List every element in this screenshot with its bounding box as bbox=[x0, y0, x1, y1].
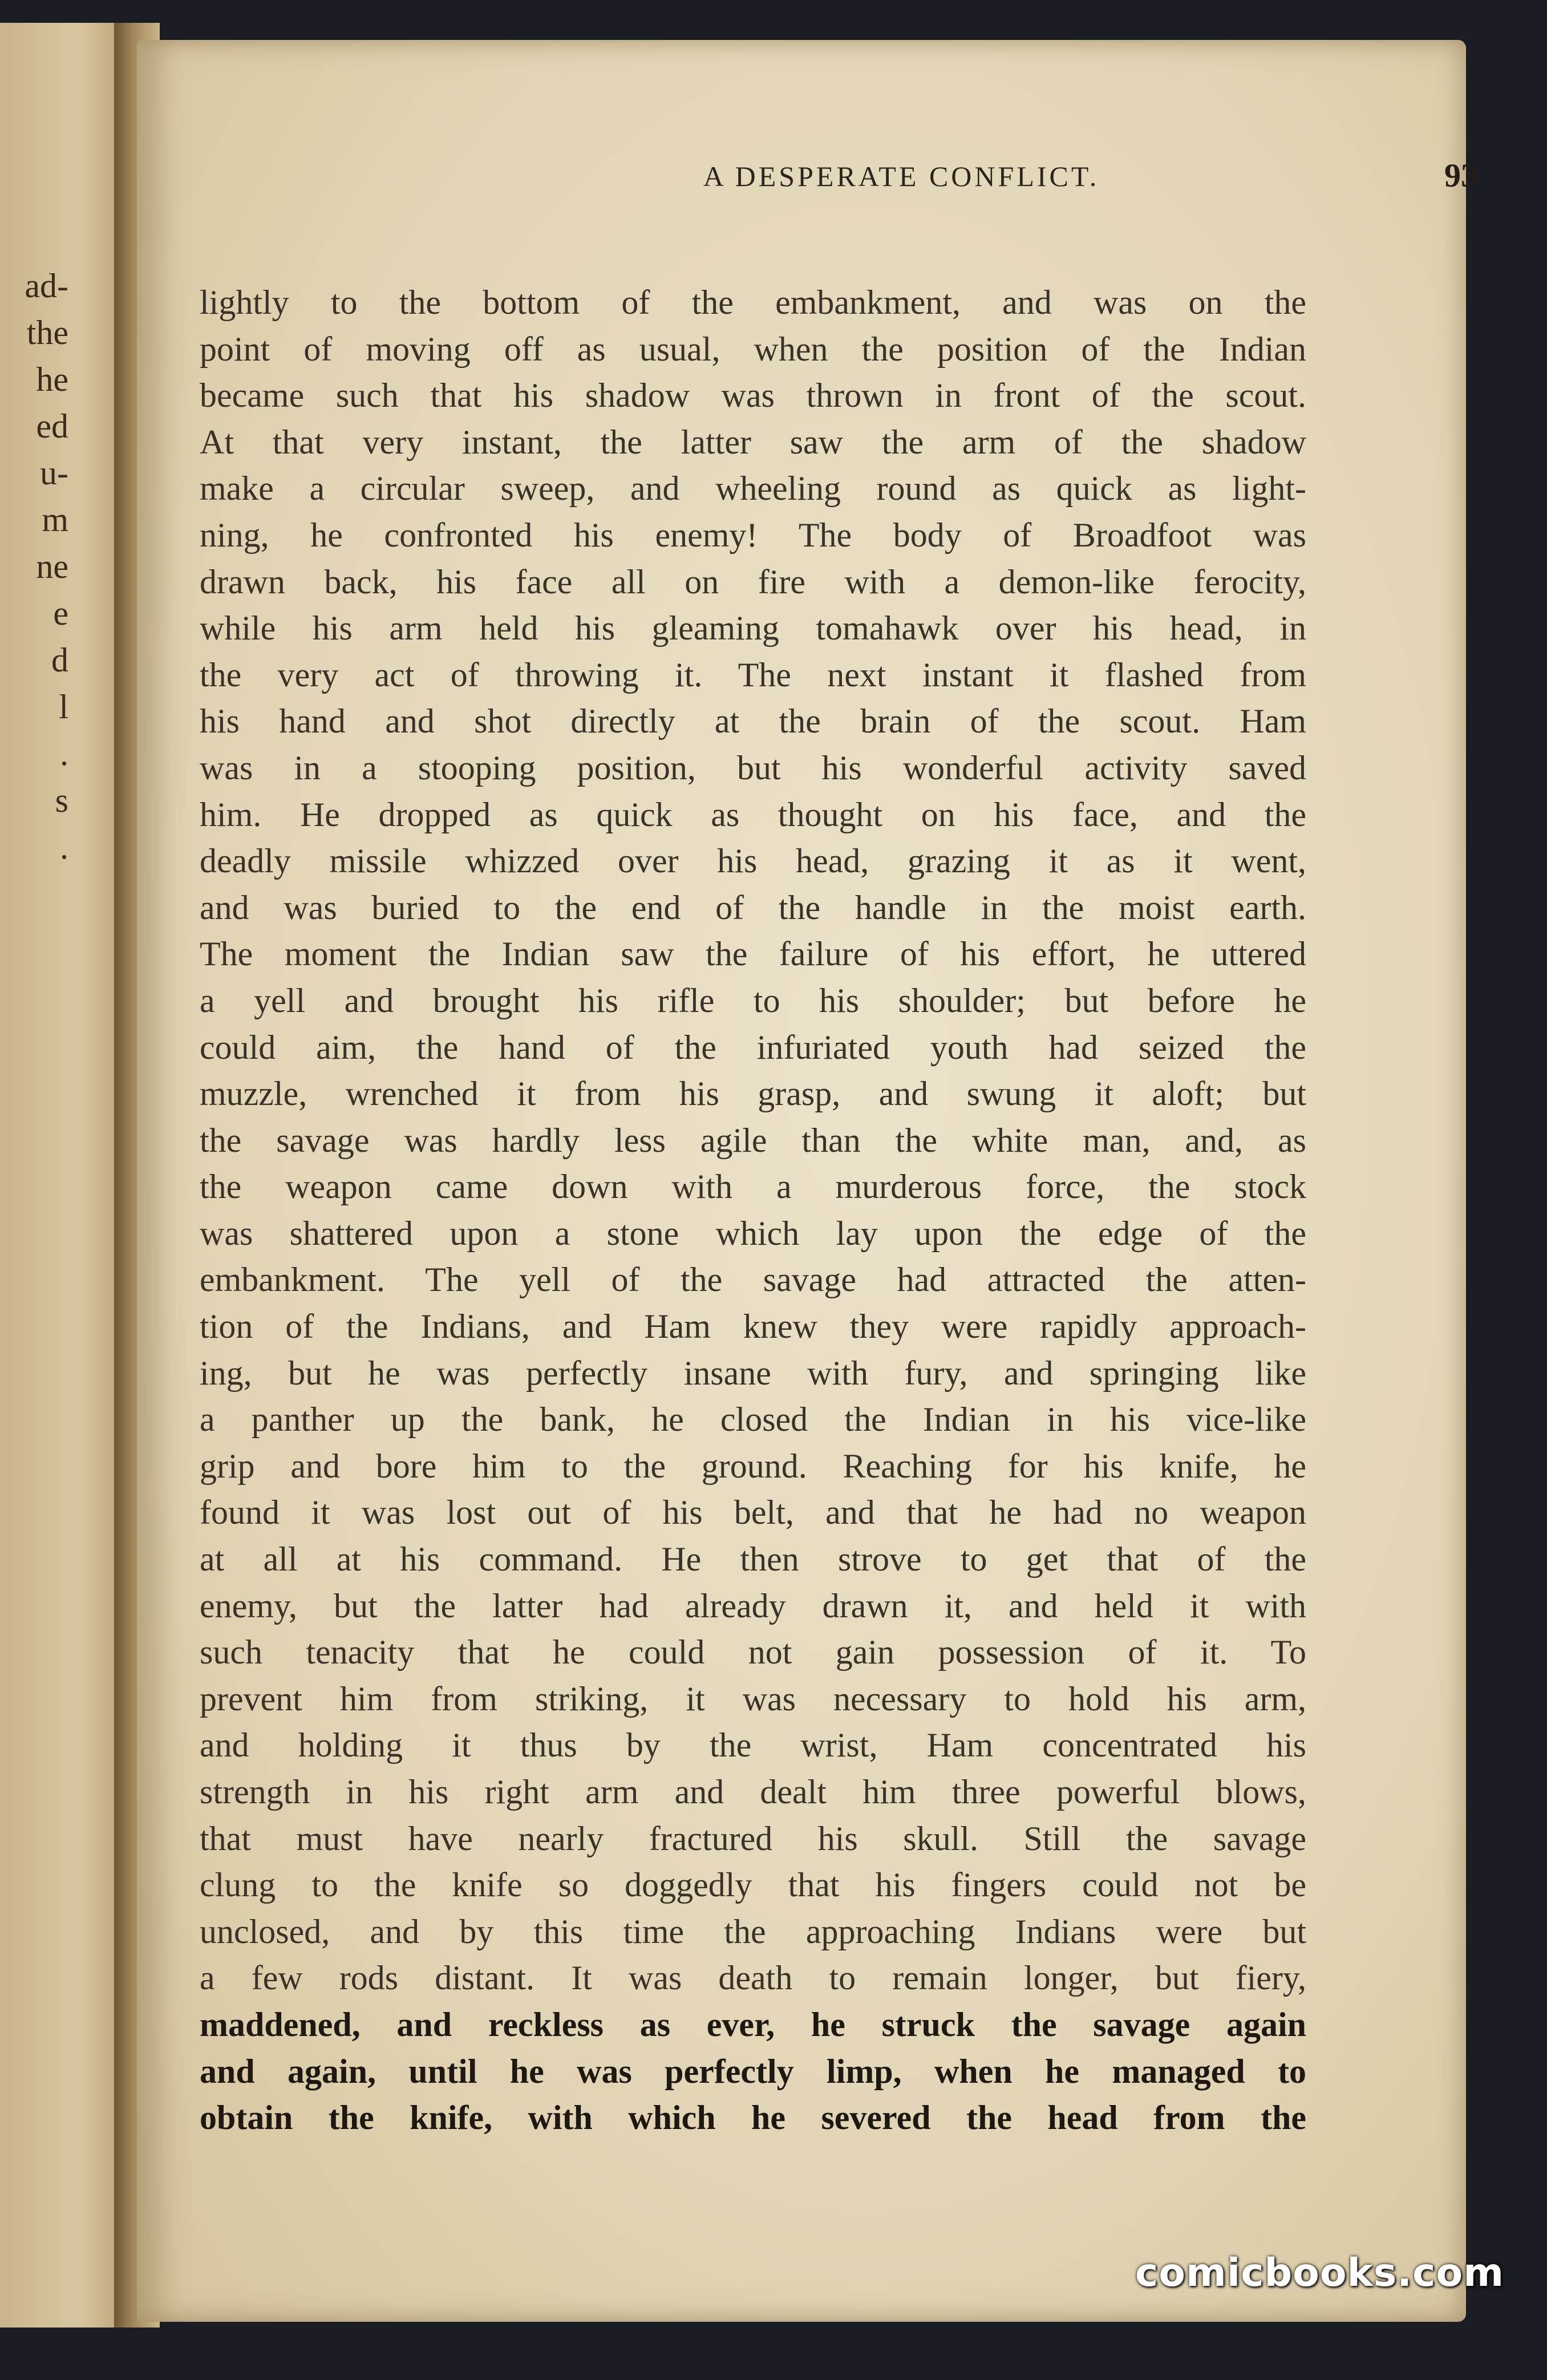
text-line: was shattered upon a stone which lay upon the edge of the bbox=[200, 1214, 1306, 1252]
left-page-fragment: l bbox=[59, 688, 68, 726]
text-line: At that very instant, the latter saw the arm of the shadow bbox=[200, 423, 1306, 461]
text-line: obtain the knife, with which he severed the head from the bbox=[200, 2099, 1306, 2137]
text-line: the weapon came down with a murderous force, the stock bbox=[200, 1168, 1306, 1206]
running-head bbox=[337, 157, 1477, 200]
text-line: tion of the Indians, and Ham knew they were rapidly approach- bbox=[200, 1308, 1306, 1346]
watermark: comicbooks.com bbox=[1135, 2251, 1505, 2296]
text-line: such tenacity that he could not gain possession of it. To bbox=[200, 1633, 1306, 1671]
text-line: the savage was hardly less agile than the white man, and, as bbox=[200, 1121, 1306, 1159]
left-page-fragment: . bbox=[60, 828, 68, 866]
text-line: that must have nearly fractured his skull. Still the savage bbox=[200, 1819, 1306, 1857]
text-line: was in a stooping position, but his wonderful activity saved bbox=[200, 748, 1306, 787]
page-number: 93 bbox=[1444, 157, 1477, 194]
left-page-fragment: ne bbox=[36, 548, 68, 585]
text-line: could aim, the hand of the infuriated youth had seized the bbox=[200, 1028, 1306, 1066]
text-line: enemy, but the latter had already drawn it, and held it with bbox=[200, 1586, 1306, 1625]
body-text bbox=[200, 280, 1306, 2142]
text-line: prevent him from striking, it was necessary to hold his arm, bbox=[200, 1679, 1306, 1718]
left-page-fragment: ed bbox=[36, 407, 68, 445]
left-page-fragment: d bbox=[51, 641, 68, 679]
text-line: embankment. The yell of the savage had attracted the atten- bbox=[200, 1261, 1306, 1299]
text-line: a panther up the bank, he closed the Indian in his vice-like bbox=[200, 1401, 1306, 1439]
left-page-fragment: e bbox=[53, 594, 68, 632]
text-line: a yell and brought his rifle to his shoulder; but before he bbox=[200, 981, 1306, 1019]
text-line: The moment the Indian saw the failure of his effort, he uttered bbox=[200, 935, 1306, 973]
text-line: ning, he confronted his enemy! The body of Broadfoot was bbox=[200, 516, 1306, 554]
text-line: and holding it thus by the wrist, Ham concentrated his bbox=[200, 1726, 1306, 1764]
text-line: drawn back, his face all on fire with a demon-like ferocity, bbox=[200, 562, 1306, 601]
left-page-fragment: . bbox=[60, 735, 68, 772]
text-line: a few rods distant. It was death to remain longer, but fiery, bbox=[200, 1959, 1306, 1997]
book-page bbox=[137, 40, 1477, 2322]
text-line: and was buried to the end of the handle in the moist earth. bbox=[200, 888, 1306, 926]
text-line: unclosed, and by this time the approaching Indians were but bbox=[200, 1912, 1306, 1950]
text-line: clung to the knife so doggedly that his fingers could not be bbox=[200, 1866, 1306, 1904]
text-line: ing, but he was perfectly insane with fury, and springing like bbox=[200, 1354, 1306, 1392]
text-line: found it was lost out of his belt, and that he had no weapon bbox=[200, 1493, 1306, 1532]
text-line: at all at his command. He then strove to get that of the bbox=[200, 1540, 1306, 1578]
text-line: while his arm held his gleaming tomahawk over his head, in bbox=[200, 609, 1306, 647]
left-page-fragment: m bbox=[42, 501, 68, 539]
text-line: grip and bore him to the ground. Reaching for his knife, he bbox=[200, 1447, 1306, 1485]
text-line: deadly missile whizzed over his head, grazing it as it went, bbox=[200, 842, 1306, 880]
text-line: muzzle, wrenched it from his grasp, and swung it aloft; but bbox=[200, 1075, 1306, 1113]
left-page-fragment: the bbox=[26, 314, 68, 351]
text-line: point of moving off as usual, when the position of the Indian bbox=[200, 330, 1306, 368]
text-line: make a circular sweep, and wheeling round as quick as light- bbox=[200, 469, 1306, 508]
left-page-fragment: he bbox=[36, 361, 68, 398]
text-line: lightly to the bottom of the embankment, and was on the bbox=[200, 284, 1306, 321]
text-line: the very act of throwing it. The next instant it flashed from bbox=[200, 655, 1306, 694]
left-page-fragment: u- bbox=[40, 454, 68, 492]
running-title: A DESPERATE CONFLICT. bbox=[703, 160, 1100, 192]
text-line: maddened, and reckless as ever, he struck the savage again bbox=[200, 2005, 1306, 2043]
left-page-text-fragments bbox=[0, 262, 68, 871]
text-line: became such that his shadow was thrown in front of the scout. bbox=[200, 377, 1306, 415]
text-line: and again, until he was perfectly limp, when he managed to bbox=[200, 2052, 1306, 2090]
text-line: his hand and shot directly at the brain of the scout. Ham bbox=[200, 702, 1306, 740]
text-line: him. He dropped as quick as thought on his face, and the bbox=[200, 795, 1306, 833]
text-line: strength in his right arm and dealt him three powerful blows, bbox=[200, 1773, 1306, 1811]
left-page-fragment: s bbox=[55, 782, 68, 819]
left-page-fragment: ad- bbox=[25, 267, 68, 305]
